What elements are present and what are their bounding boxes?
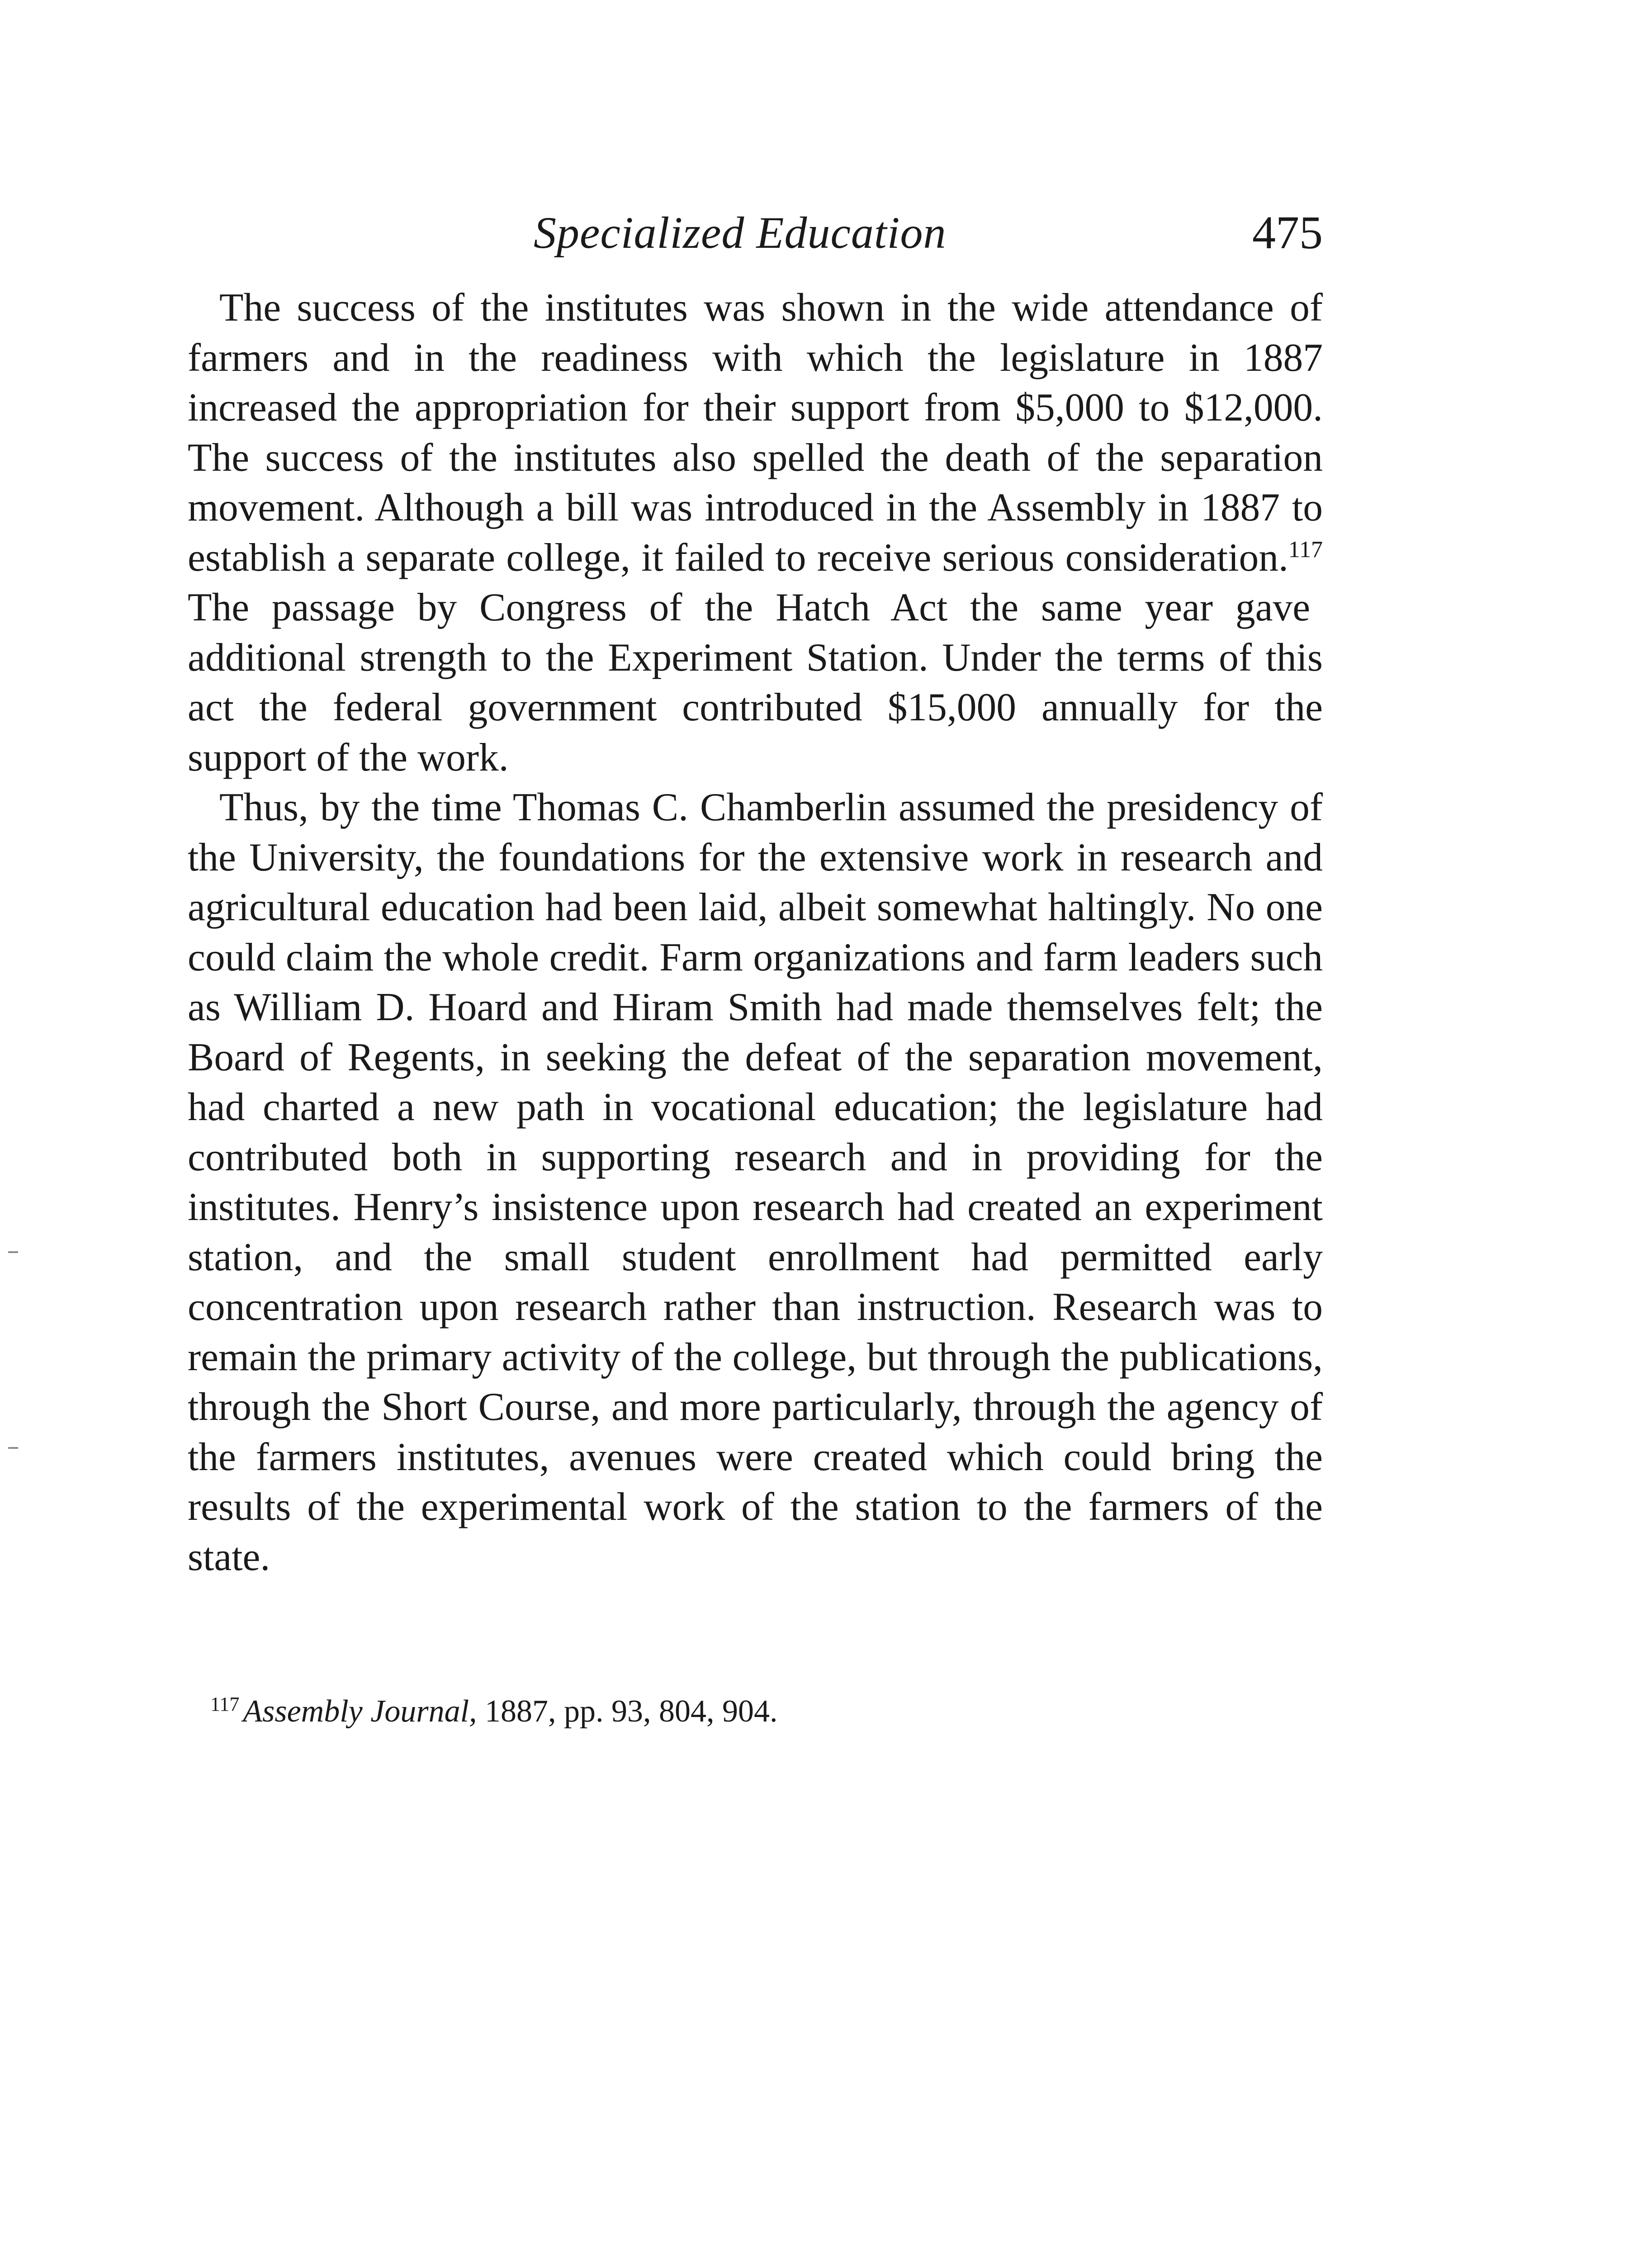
running-head [188,201,1323,265]
footnote-reference: 117 [1288,536,1323,563]
footnote-number: 117 [210,1693,240,1715]
paragraph-text-before-note: The success of the institutes was shown in the wide attendance of farmers and in the readiness with which the legislature in 1887 increased the appropriation for their support from $5,000 to $12,000. The success of the institutes also spelled the death of the separation movement. Although a bill was introduced in the Assembly in 1887 to establish a separate college, it failed to receive serious consideration. [188,285,1323,579]
scan-mark-left-upper [8,1251,18,1253]
footnote [210,1689,1323,1734]
page-number: 475 [1252,207,1323,259]
chapter-title: Specialized Education [534,208,947,258]
paragraph-institutes-success [188,283,1323,782]
footnote-details: 1887, pp. 93, 804, 904. [477,1694,778,1729]
footnote-source: Assembly Journal, [243,1694,477,1729]
scan-mark-left-lower [8,1447,18,1449]
body-text [188,283,1323,1582]
paragraph-chamberlin-presidency: Thus, by the time Thomas C. Chamberlin assumed the presidency of the University, the foundations for the extensive work in research and agricultural education had been laid, albeit somewhat haltingly. No one could claim the whole credit. Farm organizations and farm leaders such as William D. Hoard and Hiram Smith had made themselves felt; the Board of Regents, in seeking the defeat of the separation movement, had charted a new path in vocational education; the legislature had contributed both in supporting research and in providing for the institutes. Henry’s insistence upon research had created an experiment station, and the small student enrollment had permitted early concentration upon research rather than instruction. Research was to remain the primary activity of the college, but through the publications, through the Short Course, and more particularly, through the agency of the farmers institutes, avenues were created which could bring the results of the experimental work of the station to the farmers of the state. [188,785,1323,1579]
paragraph-text-after-note: The passage by Congress of the Hatch Act the same year gave additional strength to the Experiment Station. Under the terms of this act the federal government contributed $15,000 annually for the support of the work. [188,585,1323,779]
